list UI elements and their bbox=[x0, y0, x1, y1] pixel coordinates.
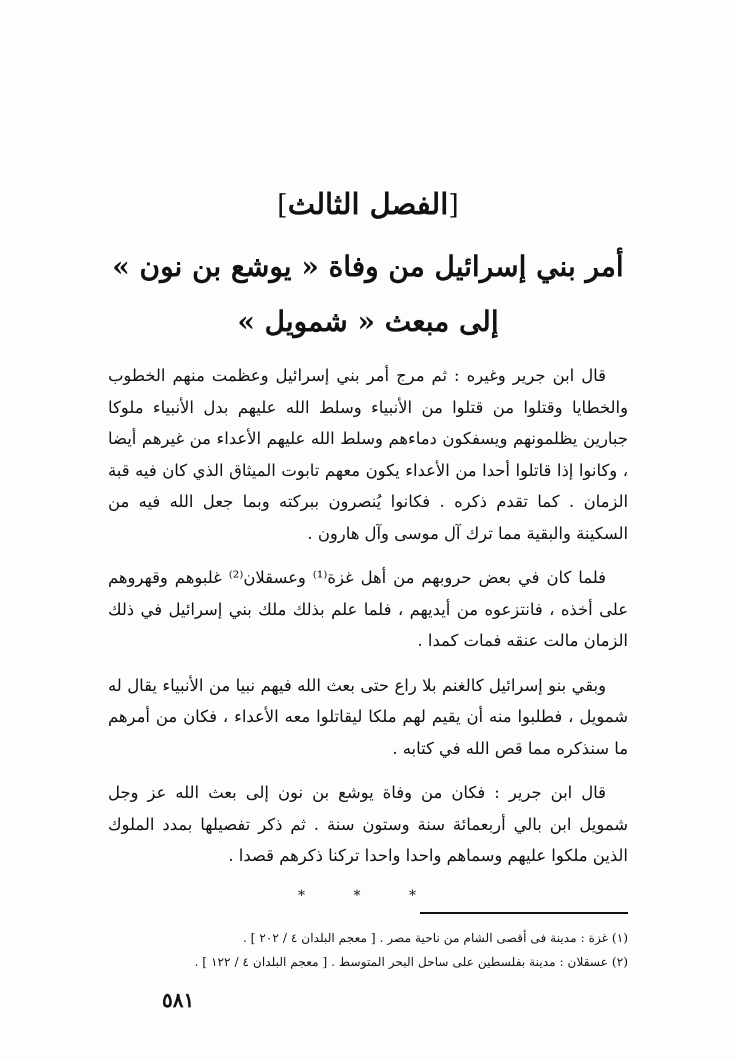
page-number: ٥٨١ bbox=[162, 988, 195, 1012]
paragraph-1: قال ابن جرير وغيره : ثم مرج أمر بني إسرائيل وعظمت منهم الخطوب والخطايا وقتلوا من قتلوا من الأنبياء وسلط الله عليهم بدل الأنبياء ملوكا جبارين يظلمونهم ويسفكون دماءهم وسلط الله عليهم الأعداء من غيرهم أيضا ، وكانوا إذا قاتلوا أحدا من الأعداء يكون معهم تابوت الميثاق الذي كان فيه قبة الزمان . كما تقدم ذكره . فكانوا يُنصرون ببركته وبما جعل الله فيه من السكينة والبقية مما ترك آل موسى وآل هارون . bbox=[108, 366, 628, 543]
footnote-1: (١) غزة : مدينة فى أقصى الشام من ناحية مصر . [ معجم البلدان ٤ / ٢٠٢ ] . bbox=[242, 931, 628, 945]
footnote-2: (٢) عسقلان : مدينة بفلسطين على ساحل البحر المتوسط . [ معجم البلدان ٤ / ١٢٢ ] . bbox=[194, 955, 628, 969]
chapter-title bbox=[0, 182, 736, 228]
footnote-rule bbox=[420, 912, 628, 914]
subtitle-line-1: أمر بني إسرائيل من وفاة « يوشع بن نون » bbox=[112, 250, 624, 283]
paragraph-2: فلما كان في بعض حروبهم من أهل غزة⁽¹⁾ وعسقلان⁽²⁾ غلبوهم وقهروهم على أخذه ، فانتزعوه من أيديهم ، فلما علم بذلك ملك بني إسرائيل في ذلك الزمان مالت عنقه فمات كمدا . bbox=[108, 568, 628, 650]
subtitle-line-2: إلى مبعث « شمويل » bbox=[237, 305, 499, 338]
footnotes bbox=[108, 926, 628, 974]
paragraph-3: وبقي بنو إسرائيل كالغنم بلا راع حتى بعث الله فيهم نبيا من الأنبياء يقال له شمويل ، فطلبوا منه أن يقيم لهم ملكا ليقاتلوا معه الأعداء ، فكان من أمرهم ما سنذكره مما قص الله في كتابه . bbox=[108, 675, 628, 758]
bracket-open: [ bbox=[448, 190, 459, 221]
bracket-close: ] bbox=[277, 190, 288, 221]
section-separator: * * * bbox=[298, 888, 438, 904]
chapter-title-text: الفصل الثالث bbox=[287, 187, 449, 221]
body-text bbox=[108, 360, 628, 872]
paragraph-4: قال ابن جرير : فكان من وفاة يوشع بن نون إلى بعث الله عز وجل شمويل ابن بالي أربعمائة سنة وستون سنة . ثم ذكر تفصيلها بمدد الملوك الذين ملكوا عليهم وسماهم واحدا واحدا تركنا ذكرهم قصدا . bbox=[108, 783, 628, 865]
